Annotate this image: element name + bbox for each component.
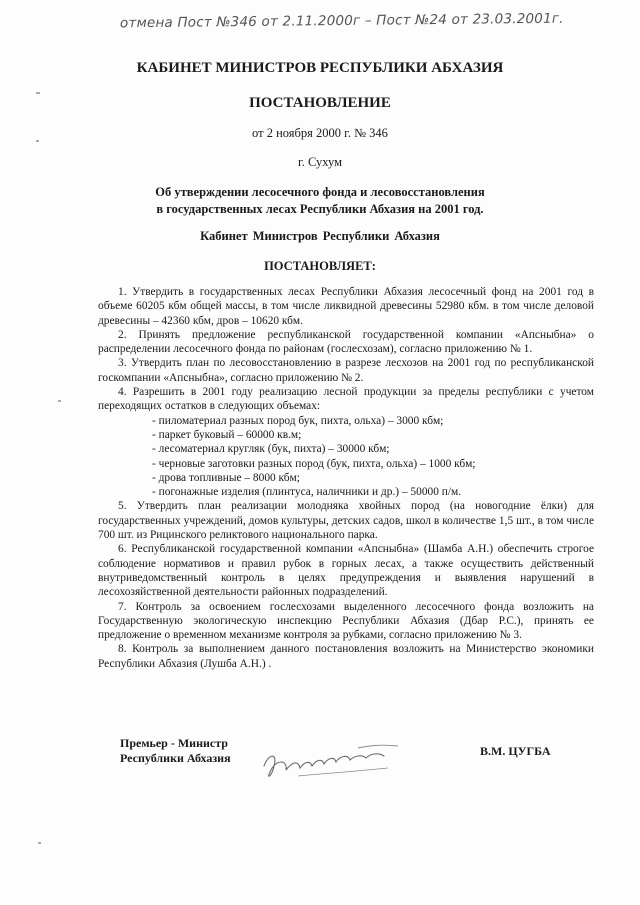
subject-heading (0, 184, 640, 218)
paragraph-4: 4. Разрешить в 2001 году реализацию лесной продукции за пределы республики с учетом переходящих остатков в следующих объемах: (98, 386, 594, 413)
scan-speck (58, 400, 61, 402)
list-item: - погонажные изделия (плинтуса, наличники и др.) – 50000 п/м. (152, 486, 462, 499)
handwritten-signature (258, 736, 408, 786)
handwritten-annotation (120, 12, 590, 38)
scan-speck (38, 842, 41, 844)
list-item: - пиломатериал разных пород бук, пихта, ольха) – 3000 кбм; (152, 414, 444, 427)
issuer-line: Кабинет Министров Республики Абхазия (200, 229, 440, 243)
paragraph-7: 7. Контроль за освоением гослесхозами выделенного лесосечного фонда возложить на Государственную экологическую инспекцию Республики Абхазия (Дбар Р.С.), принять ее предложение о временном механизме контроля за рубками, согласно приложению № 3. (98, 600, 594, 642)
paragraph-6: 6. Республиканской государственной компании «Апсныбна» (Шамба А.Н.) обеспечить строгое соблюдение нормативов и правил рубок в горных лесах, а также осуществить действенный внутриведомственный контроль в целях предупреждения и выявления нарушений в лесохозяйственной деятельности районных подразделений. (98, 543, 594, 599)
signatory-title (120, 736, 231, 766)
city-line: г. Сухум (297, 155, 342, 169)
volumes-list (98, 414, 594, 500)
list-item: - паркет буковый – 60000 кв.м; (152, 428, 302, 441)
subject-line-2: в государственных лесах Республики Абхазия на 2001 год. (156, 202, 484, 216)
scan-speck (36, 140, 39, 142)
list-item: - черновые заготовки разных пород (бук, пихта, ольха) – 1000 кбм; (152, 457, 476, 470)
date-number-line: от 2 ноября 2000 г. № 346 (252, 126, 388, 140)
subject-line-1: Об утверждении лесосечного фонда и лесовосстановления (155, 185, 485, 199)
signatory-name: В.М. ЦУГБА (480, 744, 551, 758)
handwritten-annotation-text: отмена Пост №346 от 2.11.2000г – Пост №24 от 23.03.2001г. (119, 10, 564, 32)
cabinet-heading: КАБИНЕТ МИНИСТРОВ РЕСПУБЛИКИ АБХАЗИЯ (136, 60, 504, 76)
document-type-heading: ПОСТАНОВЛЕНИЕ (249, 95, 391, 111)
signatory-title-line-1: Премьер - Министр (120, 736, 228, 750)
list-item: - дрова топливные – 8000 кбм; (152, 471, 300, 484)
decrees-line: ПОСТАНОВЛЯЕТ: (264, 259, 376, 273)
signatory-title-line-2: Республики Абхазия (120, 751, 231, 765)
paragraph-8: 8. Контроль за выполнением данного постановления возложить на Министерство экономики Республики Абхазия (Лушба А.Н.) . (98, 643, 594, 670)
list-item: - лесоматериал кругляк (бук, пихта) – 30000 кбм; (152, 443, 390, 456)
document-body (98, 285, 594, 671)
paragraph-1: 1. Утвердить в государственных лесах Республики Абхазия лесосечный фонд на 2001 год в объеме 60205 кбм общей массы, в том числе ликвидной древесины 52980 кбм. в том числе деловой древесины – 42360 кбм, дров – 10620 кбм. (98, 286, 594, 327)
paragraph-2: 2. Принять предложение республиканской государственной компании «Апсныбна» о распределении лесосечного фонда по районам (гослесхозам), согласно приложению № 1. (98, 328, 594, 356)
paragraph-5: 5. Утвердить план реализации молодняка хвойных пород (на новогодние ёлки) для государственных учреждений, домов культуры, детских садов, школ в количестве 1,5 шт., в том числе 700 шт. из Рицинского реликтового национального парка. (98, 500, 594, 542)
paragraph-3: 3. Утвердить план по лесовосстановлению в разрезе лесхозов на 2001 год по республиканской госкомпании «Апсныбна», согласно приложению № 2. (98, 357, 594, 384)
scan-speck (36, 92, 40, 94)
